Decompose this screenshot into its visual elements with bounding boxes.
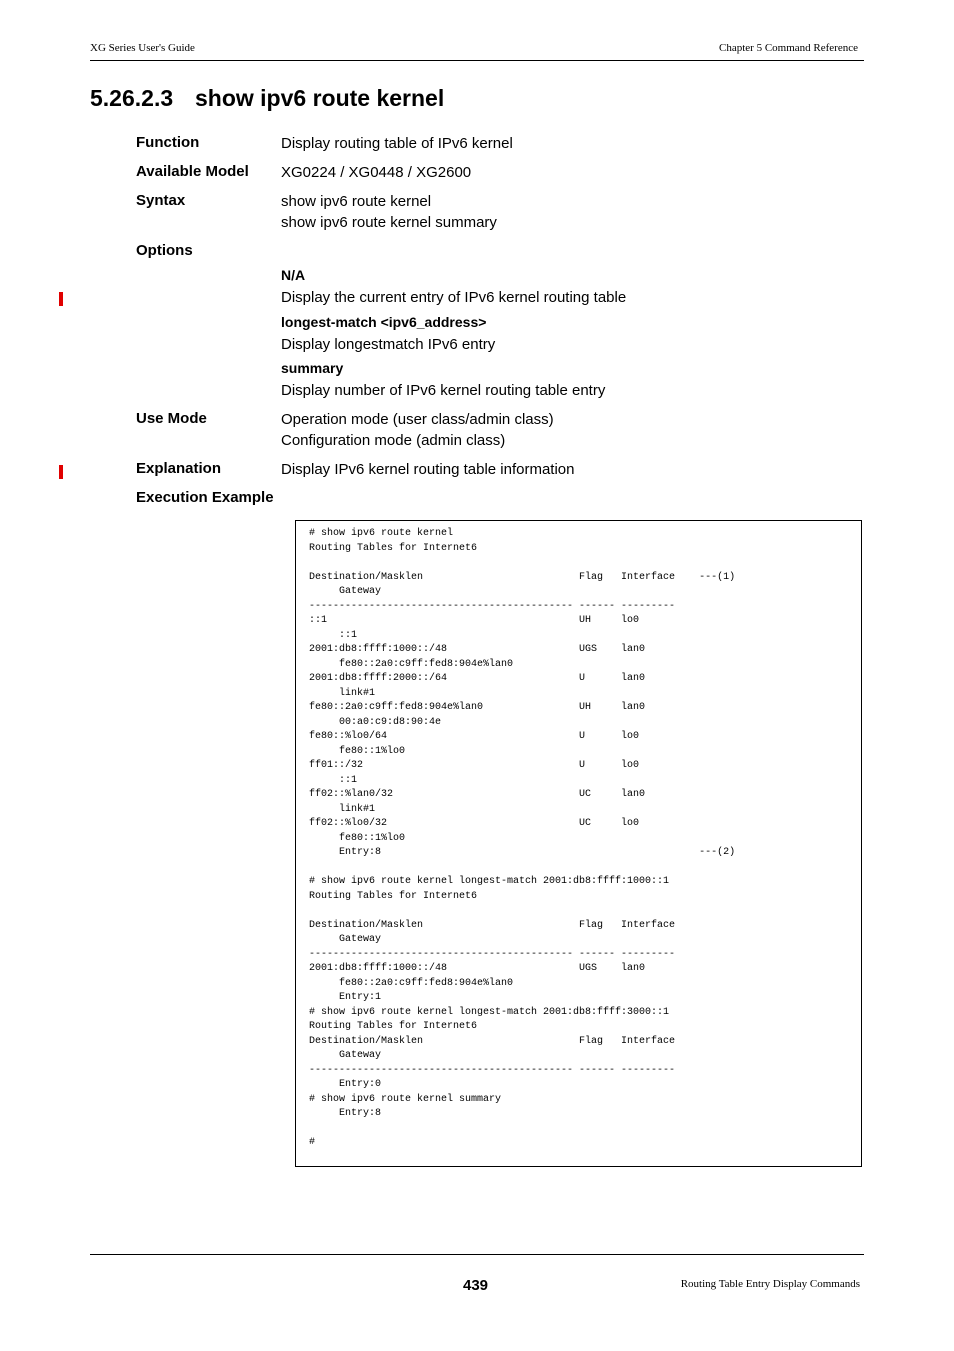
use-mode-label: Use Mode xyxy=(136,410,207,427)
change-bar xyxy=(59,465,63,479)
explanation-value: Display IPv6 kernel routing table information xyxy=(281,461,575,478)
syntax-line: show ipv6 route kernel xyxy=(281,193,432,210)
option-name: summary xyxy=(281,360,344,376)
option-name: longest-match <ipv6_address> xyxy=(281,314,487,330)
page-number: 439 xyxy=(463,1277,489,1294)
model-value: XG0224 / XG0448 / XG2600 xyxy=(281,164,472,181)
function-value: Display routing table of IPv6 kernel xyxy=(281,135,513,152)
option-desc: Display number of IPv6 kernel routing table entry xyxy=(281,382,606,399)
change-bar xyxy=(59,292,63,306)
syntax-line: show ipv6 route kernel summary xyxy=(281,214,497,231)
model-label: Available Model xyxy=(136,163,249,180)
options-label: Options xyxy=(136,242,193,259)
option-desc: Display the current entry of IPv6 kernel routing table xyxy=(281,289,627,306)
example-label: Execution Example xyxy=(136,489,274,506)
use-mode-line: Operation mode (user class/admin class) xyxy=(281,411,554,428)
footer-rule xyxy=(90,1254,864,1255)
section-number: 5.26.2.3 xyxy=(90,85,174,111)
code-example-text: # show ipv6 route kernel Routing Tables for Internet6 Destination/Masklen Flag Interface ---(1) Gateway -------------------------------------------- ------ --------- ::1 UH lo0 ::1 2001:db8:ffff:1000::/48 UGS lan0 fe80::2a0:c9ff:fed8:904e%lan0 2001:db8:ffff:2000::/64 U lan0 link#1 fe80::2a0:c9ff:fed8:904e%lan0 UH lan0 00:a0:c9:d8:90:4e fe80::%lo0/64 U lo0 fe80::1%lo0 ff01::/32 U lo0 ::1 ff02::%lan0/32 UC lan0 link#1 ff02::%lo0/32 UC lo0 fe80::1%lo0 Entry:8 ---(2) # show ipv6 route kernel longest-match 2001:db8:ffff:1000::1 Routing Tables for Internet6 Destination/Masklen Flag Interface Gateway -------------------------------------------- ------ --------- 2001:db8:ffff:1000::/48 UGS lan0 fe80::2a0:c9ff:fed8:904e%lan0 Entry:1 # show ipv6 route kernel longest-match 2001:db8:ffff:3000::1 Routing Tables for Internet6 Destination/Masklen Flag Interface Gateway -------------------------------------------- ------ --------- Entry:0 # show ipv6 route kernel summary Entry:8 # xyxy=(309,528,736,1148)
header-left: XG Series User's Guide xyxy=(90,42,195,54)
explanation-label: Explanation xyxy=(136,460,222,477)
footer-right: Routing Table Entry Display Commands xyxy=(680,1278,860,1290)
use-mode-line: Configuration mode (admin class) xyxy=(281,432,506,449)
section-title xyxy=(90,85,444,112)
function-label: Function xyxy=(136,134,200,151)
header-right: Chapter 5 Command Reference xyxy=(719,42,858,54)
option-name: N/A xyxy=(281,267,306,283)
option-desc: Display longestmatch IPv6 entry xyxy=(281,336,496,353)
header-rule xyxy=(90,60,864,61)
syntax-label: Syntax xyxy=(136,192,186,209)
code-example-box xyxy=(295,520,862,1167)
section-title-text: show ipv6 route kernel xyxy=(195,85,445,111)
